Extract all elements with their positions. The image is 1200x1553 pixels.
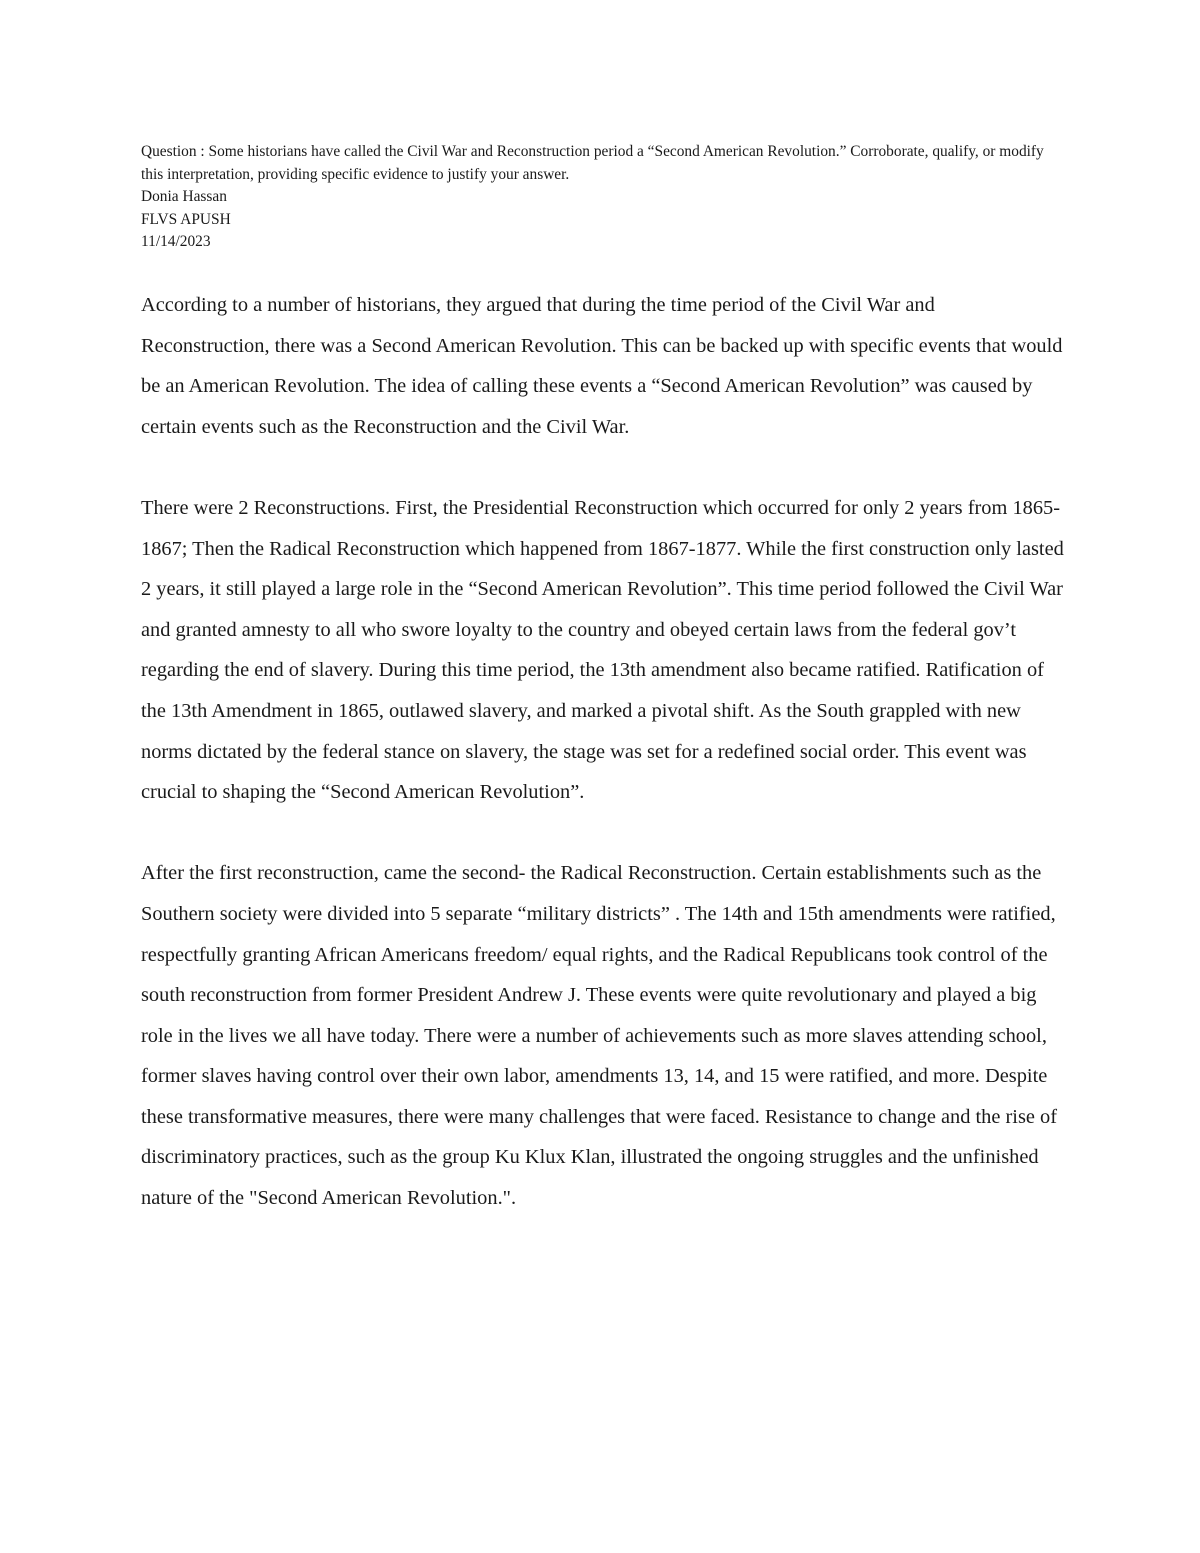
essay-date: 11/14/2023 <box>141 233 211 250</box>
essay-question: Question : Some historians have called the Civil War and Reconstruction period a “Second American Revolution.” Corroborate, qualify, or modify this interpretation, providing specific evidence to justify your answer. <box>141 143 1044 183</box>
course-name: FLVS APUSH <box>141 210 231 228</box>
author-name: Donia Hassan <box>141 188 227 205</box>
paragraph-radical-reconstruction: After the first reconstruction, came the second- the Radical Reconstruction. Certain establishments such as the Southern society were divided into 5 separate “military districts” . The 14th and 15th amendments were ratified, respectfully granting African Americans freedom/ equal rights, and the Radical Republicans took control of the south reconstruction from former President Andrew J. These events were quite revolutionary and played a big role in the lives we all have today. There were a number of achievements such as more slaves attending school, former slaves having control over their own labor, amendments 13, 14, and 15 were ratified, and more. Despite these transformative measures, there were many challenges that were faced. Resistance to change and the rise of discriminatory practices, such as the group Ku Klux Klan, illustrated the ongoing struggles and the unfinished nature of the "Second American Revolution.". <box>141 862 1058 1210</box>
paragraph-intro: According to a number of historians, they argued that during the time period of the Civil War and Reconstruction, there was a Second American Revolution. This can be backed up with specific events that would be an American Revolution. The idea of calling these events a “Second American Revolution” was caused by certain events such as the Reconstruction and the Civil War. <box>141 294 1063 438</box>
document-header <box>141 141 1061 254</box>
paragraph-presidential-reconstruction: There were 2 Reconstructions. First, the Presidential Reconstruction which occurred for only 2 years from 1865-1867; Then the Radical Reconstruction which happened from 1867-1877. While the first construction only lasted 2 years, it still played a large role in the “Second American Revolution”. This time period followed the Civil War and granted amnesty to all who swore loyalty to the country and obeyed certain laws from the federal gov’t regarding the end of slavery. During this time period, the 13th amendment also became ratified. Ratification of the 13th Amendment in 1865, outlawed slavery, and marked a pivotal shift. As the South grappled with new norms dictated by the federal stance on slavery, the stage was set for a redefined social order. This event was crucial to shaping the “Second American Revolution”. <box>141 496 1064 804</box>
essay-body <box>141 285 1066 1259</box>
